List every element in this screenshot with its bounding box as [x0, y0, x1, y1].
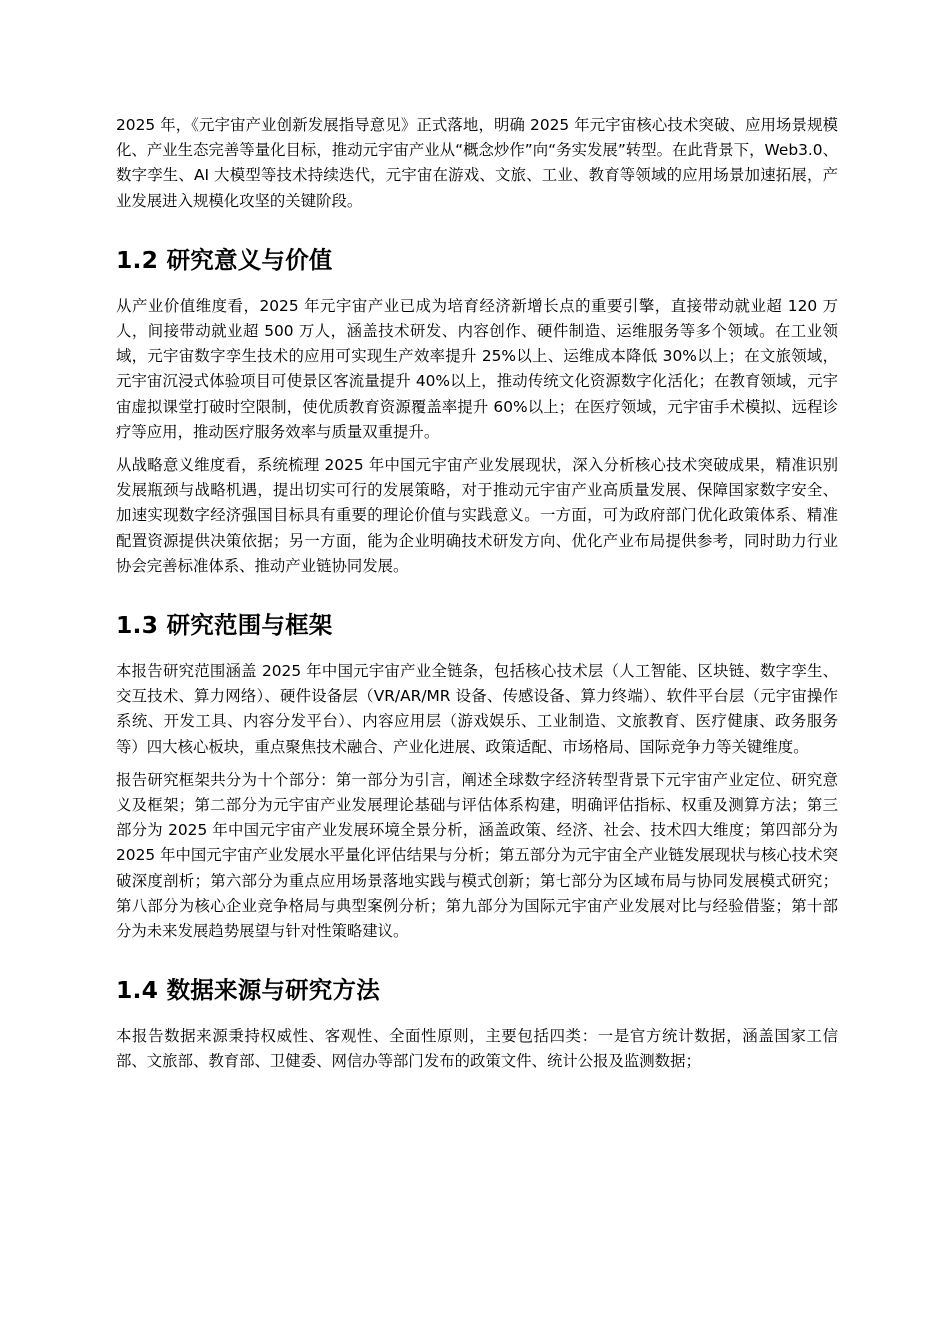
paragraph-data-sources: 本报告数据来源秉持权威性、客观性、全面性原则，主要包括四类：一是官方统计数据，涵盖国家工信部、文旅部、教育部、卫健委、网信办等部门发布的政策文件、统计公报及监测数据；: [116, 1027, 838, 1071]
intro-paragraph: 2025 年，《元宇宙产业创新发展指导意见》正式落地，明确 2025 年元宇宙核心技术突破、应用场景规模化、产业生态完善等量化目标，推动元宇宙产业从“概念炒作”向“务实发展”转型。在此背景下，Web3.0、数字孪生、AI 大模型等技术持续迭代，元宇宙在游戏、文旅、工业、教育等领域的应用场景加速拓展，产业发展进入规模化攻坚的关键阶段。: [116, 116, 838, 210]
paragraph-research-framework: 报告研究框架共分为十个部分：第一部分为引言，阐述全球数字经济转型背景下元宇宙产业定位、研究意义及框架；第二部分为元宇宙产业发展理论基础与评估体系构建，明确评估指标、权重及测算方法；第三部分为 2025 年中国元宇宙产业发展环境全景分析，涵盖政策、经济、社会、技术四大维度；第四部分为 2025 年中国元宇宙产业发展水平量化评估结果与分析；第五部分为元宇宙全产业链发展现状与核心技术突破深度剖析；第六部分为重点应用场景落地实践与模式创新；第七部分为区域布局与协同发展模式研究；第八部分为核心企业竞争格局与典型案例分析；第九部分为国际元宇宙产业发展对比与经验借鉴；第十部分为未来发展趋势展望与针对性策略建议。: [116, 770, 838, 941]
document-page: [116, 113, 838, 1075]
paragraph-industry-value: 从产业价值维度看，2025 年元宇宙产业已成为培育经济新增长点的重要引擎，直接带动就业超 120 万人，间接带动就业超 500 万人，涵盖技术研发、内容创作、硬件制造、运维服务等多个领域。在工业领域，元宇宙数字孪生技术的应用可实现生产效率提升 25%以上、运维成本降低 30%以上；在文旅领域，元宇宙沉浸式体验项目可使景区客流量提升 40%以上，推动传统文化资源数字化活化；在教育领域，元宇宙虚拟课堂打破时空限制，使优质教育资源覆盖率提升 60%以上；在医疗领域，元宇宙手术模拟、远程诊疗等应用，推动医疗服务效率与质量双重提升。: [116, 296, 838, 441]
paragraph-research-scope: 本报告研究范围涵盖 2025 年中国元宇宙产业全链条，包括核心技术层（人工智能、区块链、数字孪生、交互技术、算力网络）、硬件设备层（VR/AR/MR 设备、传感设备、算力终端）、软件平台层（元宇宙操作系统、开发工具、内容分发平台）、内容应用层（游戏娱乐、工业制造、文旅教育、医疗健康、政务服务等）四大核心板块，重点聚焦技术融合、产业化进展、政策适配、市场格局、国际竞争力等关键维度。: [116, 662, 838, 756]
section-heading-research-scope: 1.3 研究范围与框架: [116, 611, 333, 640]
paragraph-strategic-significance: 从战略意义维度看，系统梳理 2025 年中国元宇宙产业发展现状，深入分析核心技术突破成果，精准识别发展瓶颈与战略机遇，提出切实可行的发展策略，对于推动元宇宙产业高质量发展、保障国家数字安全、加速实现数字经济强国目标具有重要的理论价值与实践意义。一方面，可为政府部门优化政策体系、精准配置资源提供决策依据；另一方面，能为企业明确技术研发方向、优化产业布局提供参考，同时助力行业协会完善标准体系、推动产业链协同发展。: [116, 456, 838, 575]
section-heading-data-sources: 1.4 数据来源与研究方法: [116, 976, 380, 1005]
section-heading-research-significance: 1.2 研究意义与价值: [116, 245, 333, 274]
